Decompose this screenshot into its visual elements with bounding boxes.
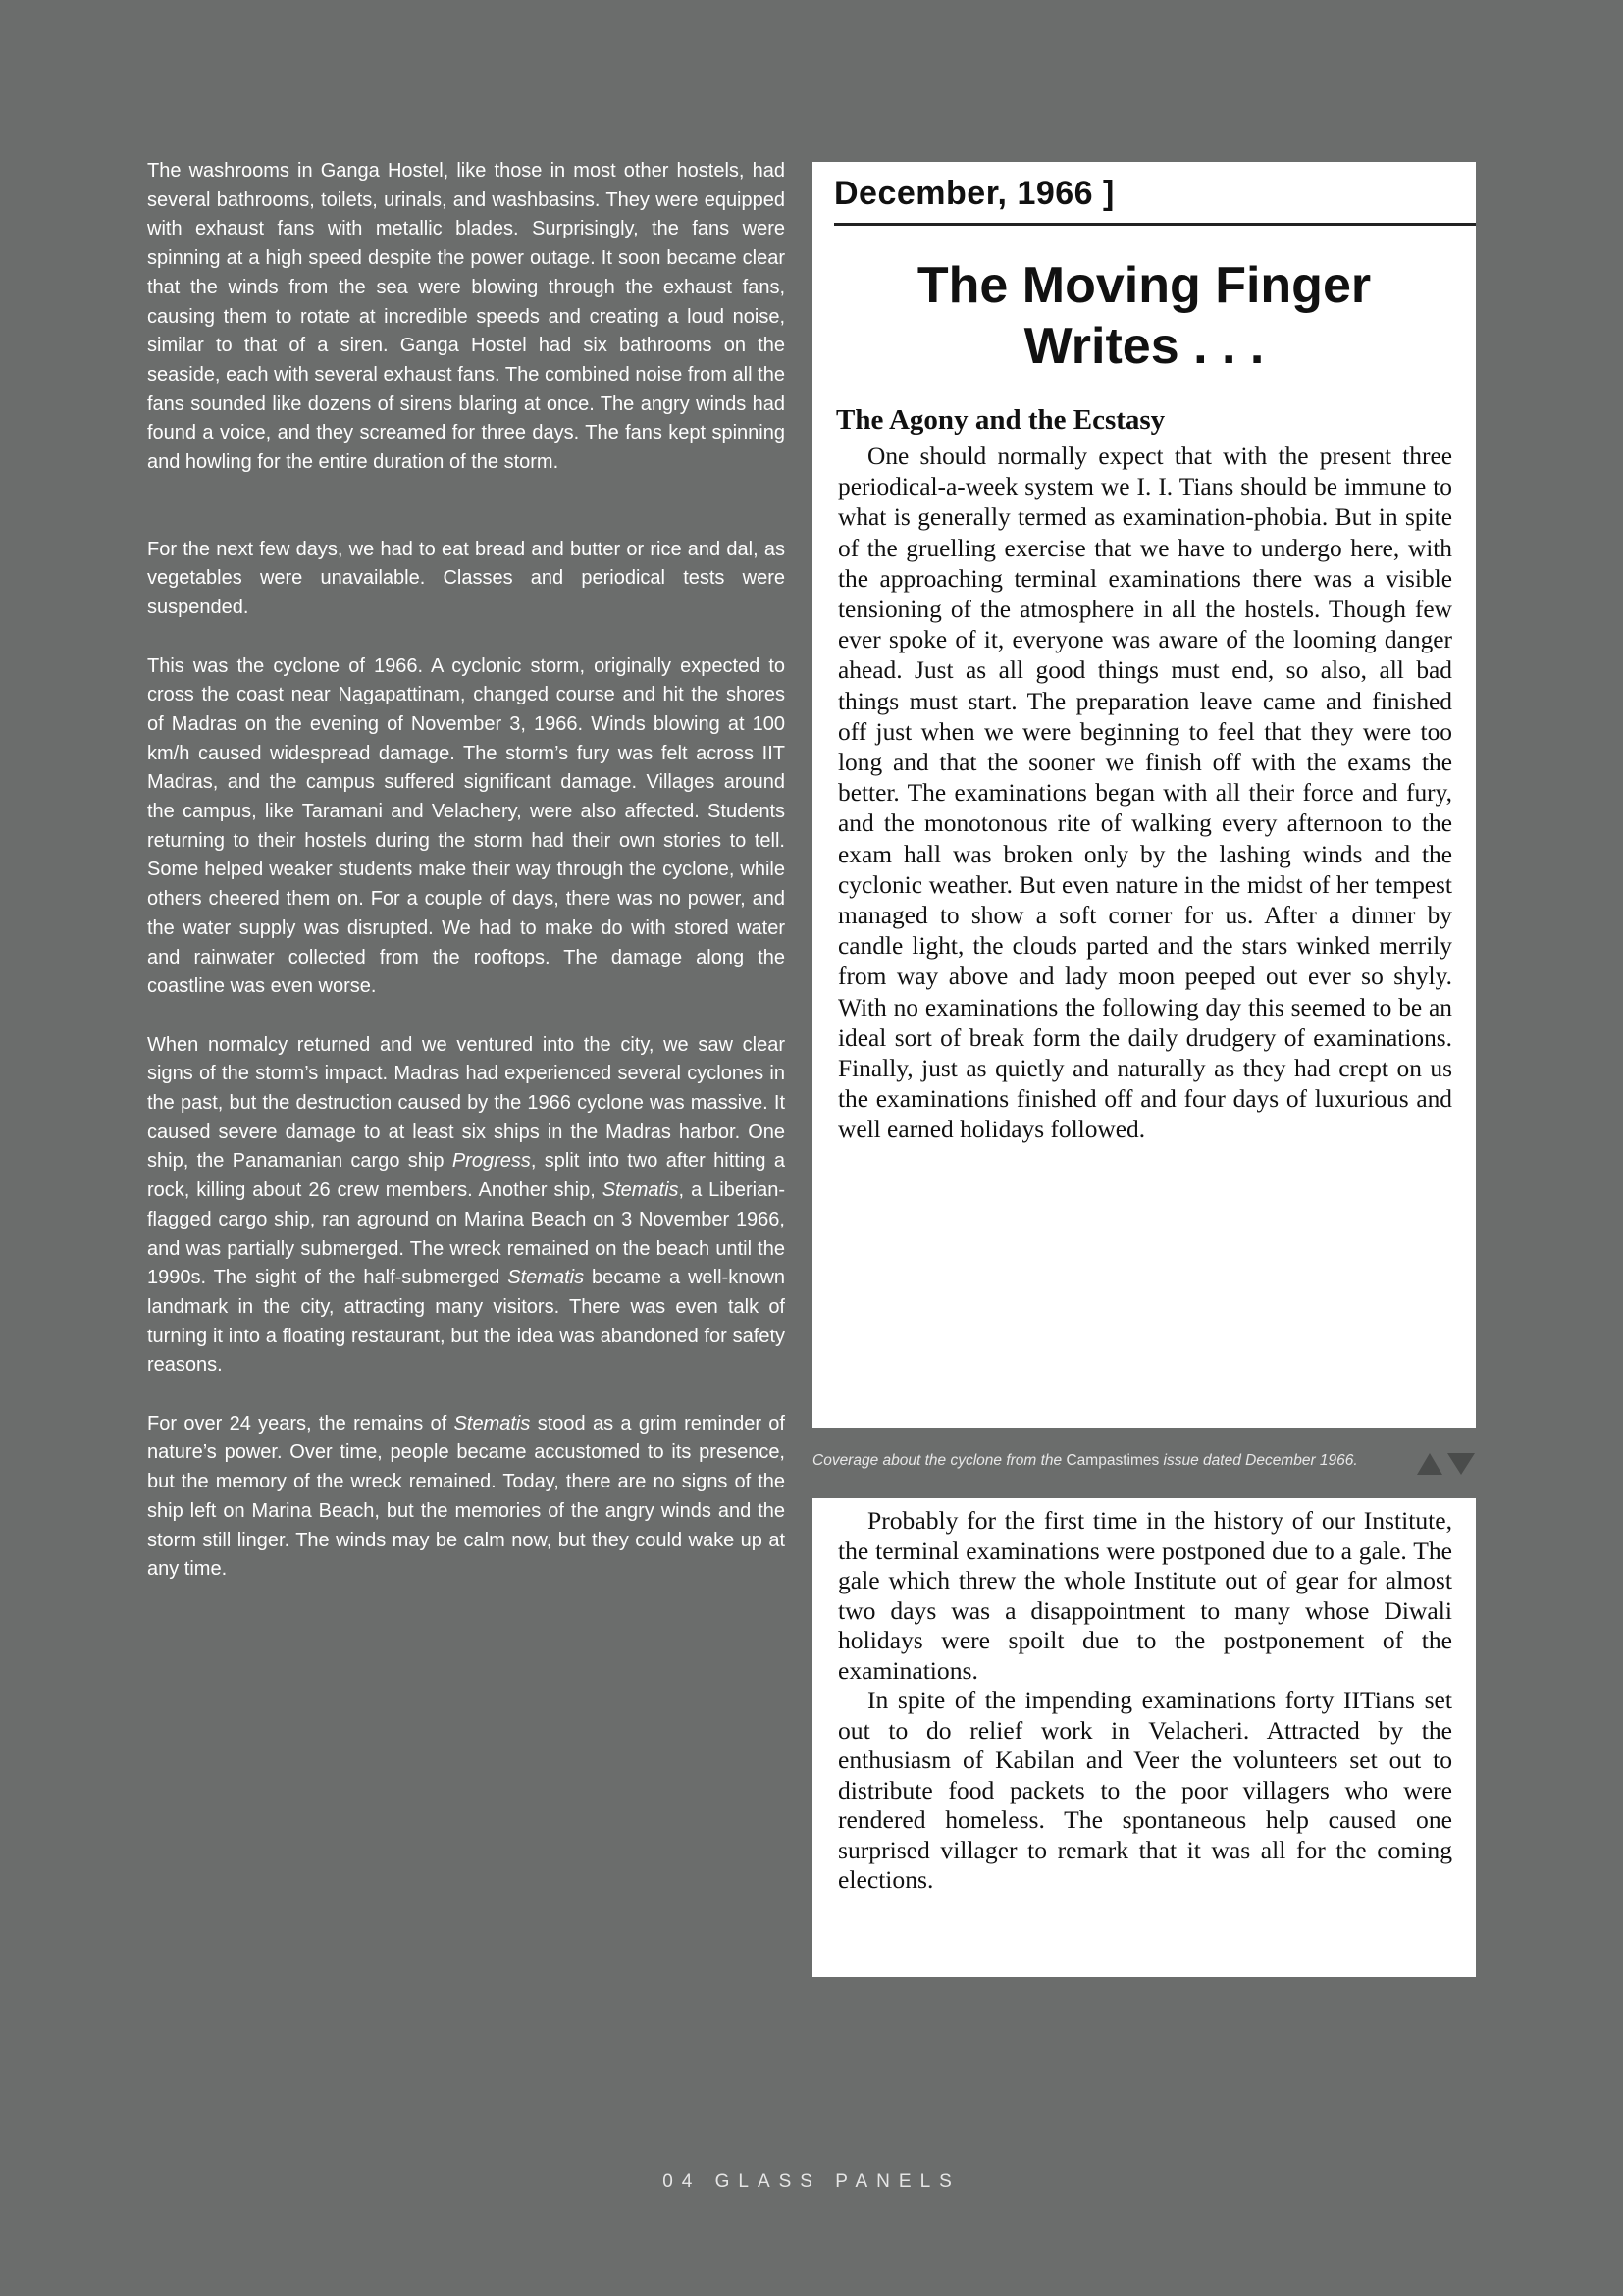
clipping-paragraph-2: In spite of the impending examinations forty IITians set out to do relief work in Velacheri. Attracted by the enthusiasm of Kabilan and Veer the volunteers set out to distribute food packets to the poor villagers who were rendered homeless. The spontaneous help caused one surprised villager to remark that it was all for the coming elections. (838, 1686, 1452, 1894)
article-paragraph-4 (147, 1031, 785, 1381)
clipping-headline-line-2: Writes . . . (1023, 318, 1265, 375)
paragraph-text: When normalcy returned and we ventured into the city, we saw clear signs of the storm’s impact. Madras had experienced several cyclones in the past, but the destruction caused by the 1966 cyclone was massive. It caused severe damage to at least six ships in the Madras harbor. One ship, the Panamanian cargo ship (147, 1033, 785, 1173)
caption-publication: Campastimes (1066, 1452, 1160, 1469)
article-paragraph-2: For the next few days, we had to eat bread and butter or rice and dal, as vegetables were unavailable. Classes and periodical tests were suspended. (147, 538, 785, 619)
caption-prefix: Coverage about the cyclone from the (812, 1452, 1067, 1469)
article-paragraph-3: This was the cyclone of 1966. A cyclonic storm, originally expected to cross the coast near Nagapattinam, changed course and hit the shores of Madras on the evening of November 3, 1966. Winds blowing at 100 km/h caused widespread damage. The storm’s fury was felt across IIT Madras, and the campus suffered significant damage. Villages around the campus, like Taramani and Velachery, were also affected. Students returning to their hostels during the storm had their own stories to tell. Some helped weaker students make their way through the cyclone, while others cheered them on. For a couple of days, there was no power, and the water supply was disrupted. We had to make do with stored water and rainwater collected from the rooftops. The damage along the coastline was even worse. (147, 654, 785, 998)
image-caption (812, 1452, 1411, 1470)
caption-triangles (1415, 1450, 1476, 1476)
clipping-rule (834, 223, 1476, 226)
ship-name: Stematis (453, 1412, 531, 1435)
ship-name: Progress (451, 1150, 531, 1173)
caption-suffix: issue dated December 1966. (1159, 1452, 1358, 1469)
article-paragraph-1: The washrooms in Ganga Hostel, like those in most other hostels, had several bathrooms, toilets, urinals, and washbasins. They were equipped with exhaust fans with metallic blades. Surprisingly, the fans were spinning at a high speed despite the power outage. It soon became clear that the winds from the sea were blowing through the exhaust fans, causing them to rotate at incredible speeds and creating a loud noise, similar to that of a siren. Ganga Hostel had six bathrooms on the seaside, each with several exhaust fans. The combined noise from all the fans sounded like dozens of sirens blaring at once. The angry winds had found a voice, and they screamed for three days. The fans kept spinning and howling for the entire duration of the storm. (147, 160, 785, 474)
triangle-up-icon (1417, 1453, 1442, 1475)
newspaper-clipping-1 (812, 162, 1476, 1428)
clipping-date: December, 1966 ] (834, 175, 1115, 212)
article-paragraph-5 (147, 1410, 785, 1585)
ship-name: Stematis (507, 1267, 585, 1289)
paragraph-text: became a well-known landmark in the city, attracting many visitors. There was even talk of turning it into a floating restaurant, but the idea was abandoned for safety reasons. (147, 1267, 786, 1377)
clipping-body-text: One should normally expect that with the present three periodical-a-week system we I. I. Tians should be immune to what is generally termed as examination-phobia. But in spite of the gruelling exercise that we have to undergo here, with the approaching terminal examinations there was a visible tensioning of the atmosphere in all the hostels. Though few ever spoke of it, everyone was aware of the looming danger ahead. Just as all good things must end, so also, all bad things must start. The preparation leave came and finished off just when we were beginning to feel that they were too long and that the sooner we finish off with the exams the better. The examinations began with all their force and fury, and the monotonous rite of walking every afternoon to the exam hall was broken only by the lashing winds and the cyclonic weather. But even nature in the midst of her tempest managed to show a soft corner for us. After a dinner by candle light, the clouds parted and the stars winked merrily from way above and lady moon peeped out ever so shyly. With no examinations the following day this seemed to be an ideal sort of break form the daily drudgery of examinations. Finally, just as quietly and naturally as they had crept on us the examinations finished off and four days of luxurious and well earned holidays followed. (838, 443, 1452, 1144)
article-column (147, 157, 785, 1614)
paragraph-text: stood as a grim reminder of nature’s power. Over time, people became accustomed to its presence, but the memory of the wreck remained. Today, there are no signs of the ship left on Marina Beach, but the memories of the angry winds and the storm still linger. The winds may be calm now, but they could wake up at any time. (147, 1412, 785, 1581)
clipping-body (838, 1506, 1452, 1896)
clipping-subhead: The Agony and the Ecstasy (836, 404, 1166, 436)
ship-name: Stematis (602, 1179, 679, 1202)
clipping-paragraph-1: Probably for the first time in the history of our Institute, the terminal examinations were postponed due to a gale. The gale which threw the whole Institute out of gear for almost two days was a disappointment to many whose Diwali holidays were spoilt due to the postponement of the examinations. (838, 1506, 1452, 1685)
clipping-headline (812, 255, 1476, 377)
page-footer: 04 GLASS PANELS (662, 2171, 961, 2192)
clipping-headline-line-1: The Moving Finger (916, 257, 1372, 314)
newspaper-clipping-2 (812, 1498, 1476, 1977)
paragraph-text: For over 24 years, the remains of (147, 1412, 454, 1435)
clipping-body (838, 442, 1452, 1146)
triangle-down-icon (1447, 1453, 1475, 1475)
paragraph-text: , split into two after hitting a rock, killing about 26 crew members. Another ship, (147, 1150, 785, 1202)
paragraph-text: , a Liberian-flagged cargo ship, ran aground on Marina Beach on 3 November 1966, and was partially submerged. The wreck remained on the beach until the 1990s. The sight of the half-submerged (147, 1179, 785, 1289)
